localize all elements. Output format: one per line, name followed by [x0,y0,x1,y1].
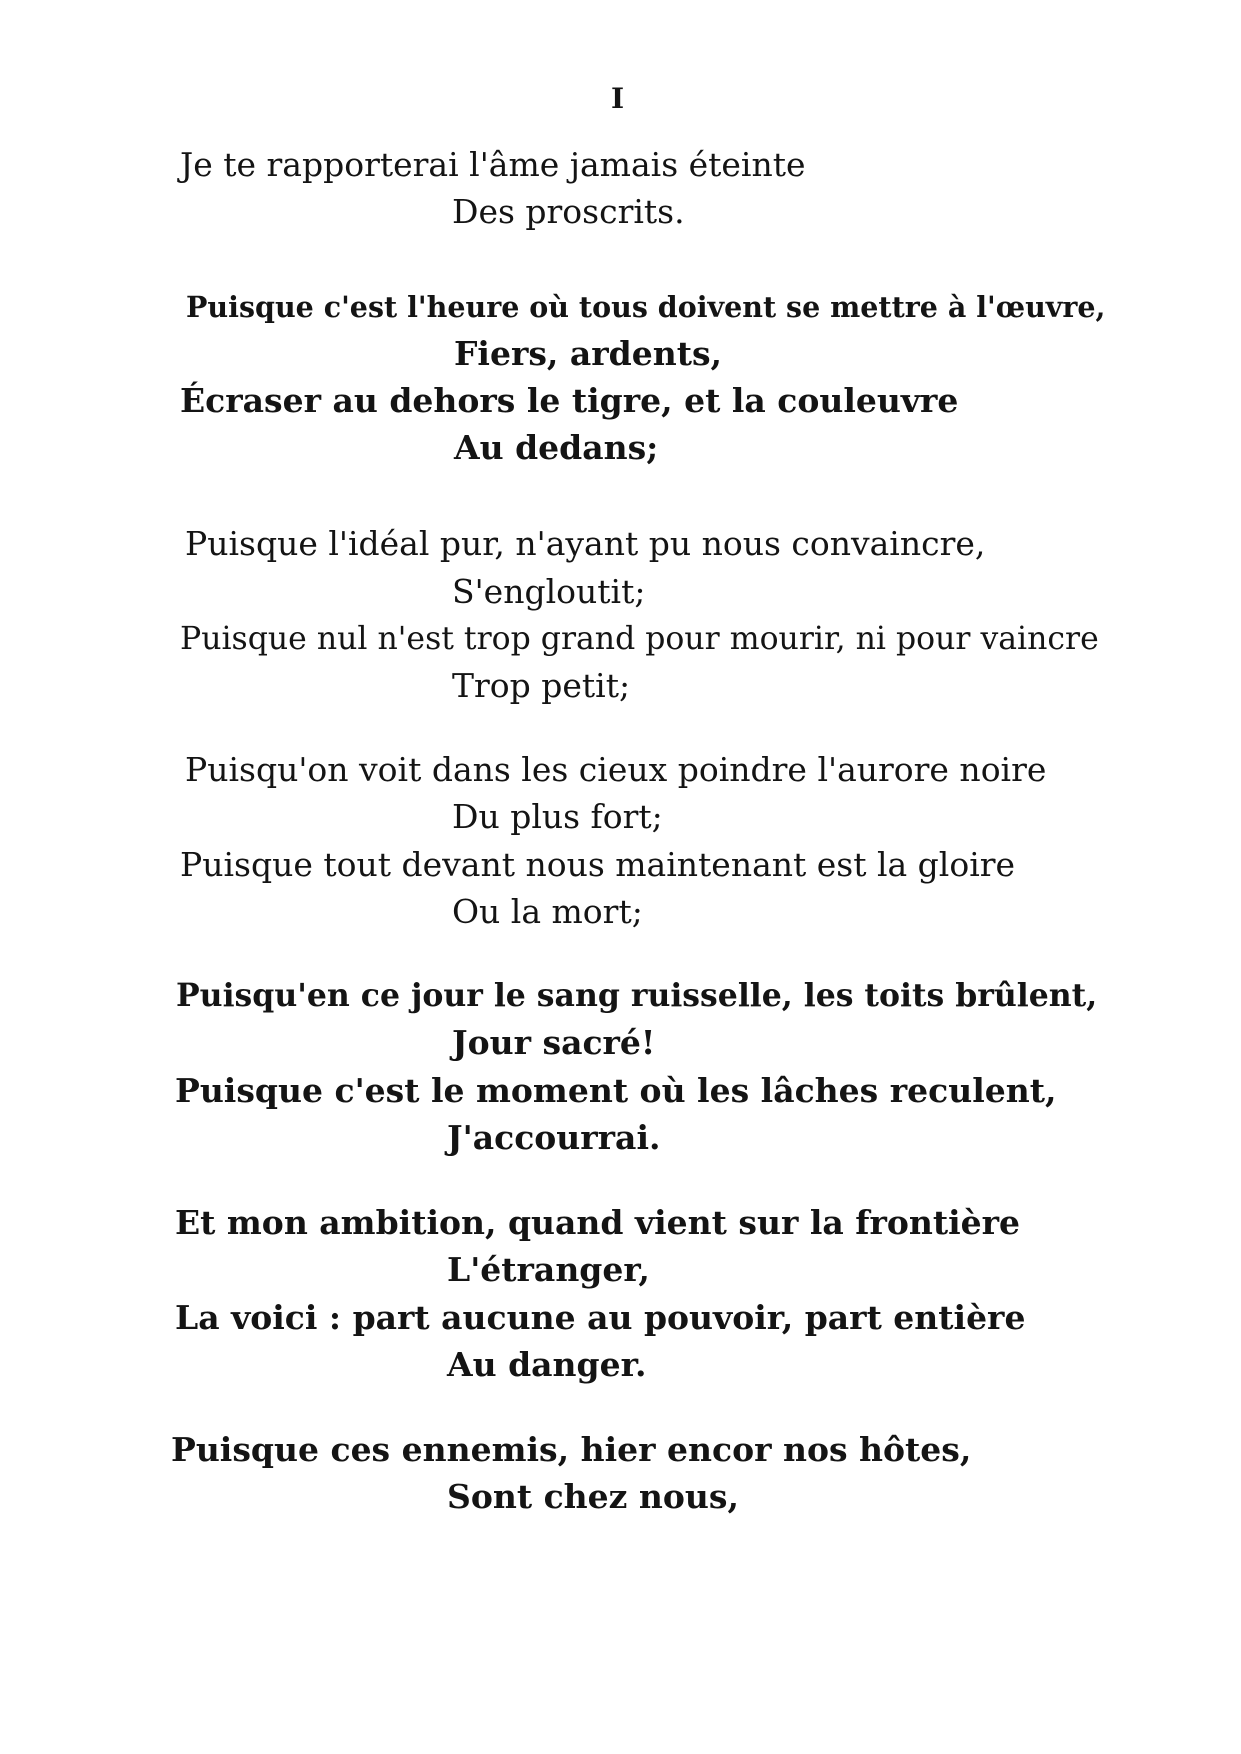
poem-line: Trop petit; [452,666,631,705]
poem-line: S'engloutit; [452,572,646,611]
poem-line: Puisque l'idéal pur, n'ayant pu nous convaincre, [185,524,986,563]
poem-line: Je te rapporterai l'âme jamais éteinte [180,145,806,184]
poem-line: Des proscrits. [452,192,685,231]
poem-line: Sont chez nous, [447,1477,739,1516]
poem-line: Puisque c'est le moment où les lâches reculent, [175,1071,1057,1110]
poem-line: Puisque ces ennemis, hier encor nos hôtes, [171,1430,972,1469]
poem-line: Ou la mort; [452,892,643,931]
poem-line: La voici : part aucune au pouvoir, part entière [175,1298,1026,1337]
poem-line: Puisqu'en ce jour le sang ruisselle, les toits brûlent, [176,977,1098,1014]
poem-line: Au dedans; [454,428,659,467]
page-number: I [610,82,625,115]
poem-line: Puisque c'est l'heure où tous doivent se mettre à l'œuvre, [186,290,1106,324]
poem-line: Du plus fort; [452,797,663,836]
poem-line: Fiers, ardents, [454,334,723,373]
poem-line: Et mon ambition, quand vient sur la frontière [175,1203,1020,1242]
poem-line: Puisque nul n'est trop grand pour mourir, ni pour vaincre [180,621,1099,657]
poem-line: J'accourrai. [447,1118,661,1157]
poem-line: Jour sacré! [452,1023,656,1062]
poem-line: Puisque tout devant nous maintenant est la gloire [180,845,1016,884]
poem-line: Écraser au dehors le tigre, et la couleuvre [180,381,959,420]
poem-line: Puisqu'on voit dans les cieux poindre l'aurore noire [185,750,1047,789]
poem-line: L'étranger, [447,1250,650,1289]
poem-line: Au danger. [447,1345,647,1384]
